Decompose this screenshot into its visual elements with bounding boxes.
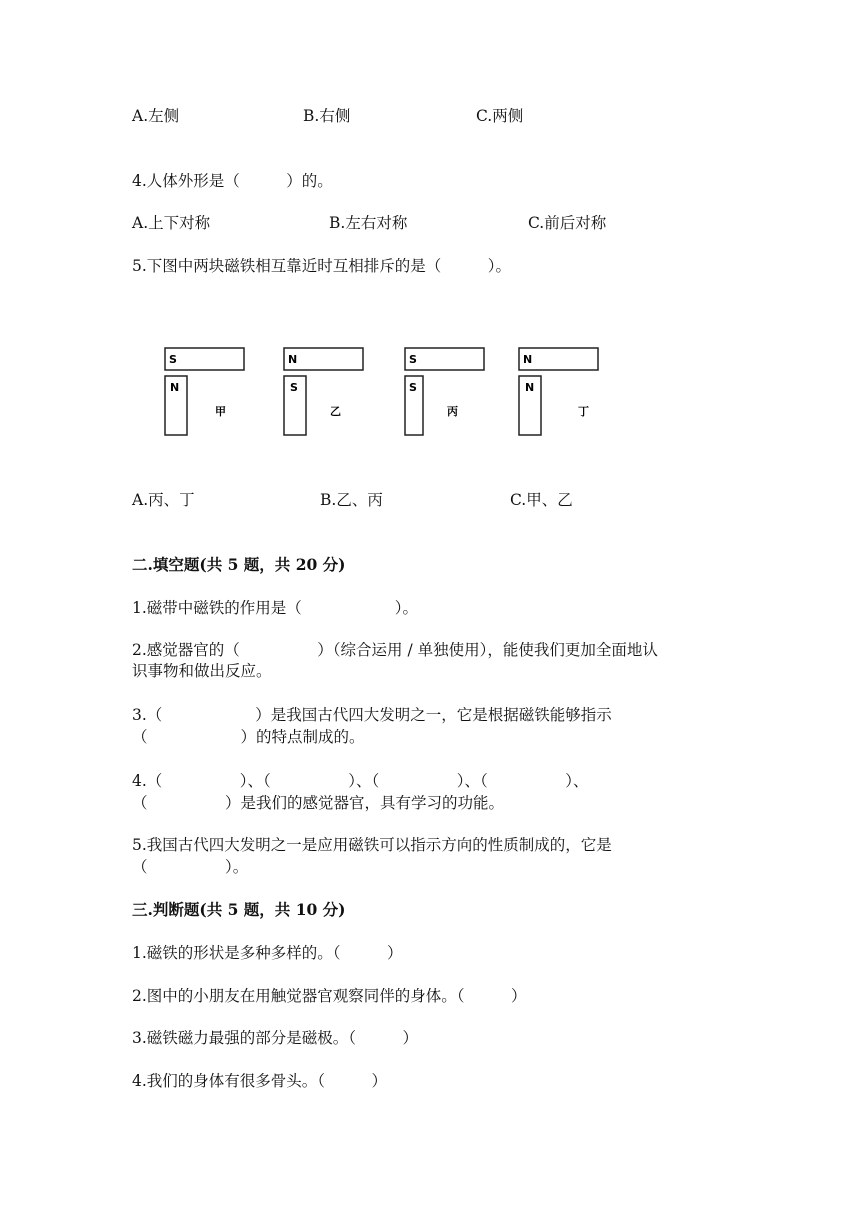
magnet-caption: 丙 [447,405,458,418]
magnet-caption: 乙 [330,405,341,418]
judge-item: 1.磁铁的形状是多种多样的。（ ） [132,944,403,962]
fill-item: 5.我国古代四大发明之一是应用磁铁可以指示方向的性质制成的，它是 [132,836,612,854]
magnet-figure [160,345,610,440]
magnet-pole-label: S [169,353,177,366]
q3-option-b: B.右侧 [303,107,351,125]
magnet-pair-ding [519,348,598,435]
magnet-pole-label: N [525,381,535,394]
q4-text: 4.人体外形是（ ）的。 [132,172,333,190]
fill-item: 识事物和做出反应。 [132,662,272,680]
magnet-pair-bing [405,348,484,435]
magnet-pair-yi [284,348,363,435]
section-3-title: 三.判断题(共 5 题，共 10 分) [132,900,346,919]
magnet-pole-label: N [170,381,180,394]
judge-item: 3.磁铁磁力最强的部分是磁极。（ ） [132,1029,419,1047]
magnet-pair-jia [165,348,244,435]
judge-item: 4.我们的身体有很多骨头。（ ） [132,1072,388,1090]
magnet-pole-label: S [290,381,298,394]
q4-option-c: C.前后对称 [528,214,607,232]
magnet-caption: 甲 [215,405,226,418]
fill-item: （ ）是我们的感觉器官，具有学习的功能。 [132,794,505,812]
magnet-pole-label: N [288,353,298,366]
magnet-pole-label: S [409,381,417,394]
magnet-pole-label: N [523,353,533,366]
q4-option-a: A.上下对称 [132,214,211,232]
judge-item: 2.图中的小朋友在用触觉器官观察同伴的身体。（ ） [132,987,527,1005]
q5-option-b: B.乙、丙 [320,491,383,509]
q3-option-a: A.左侧 [132,107,180,125]
q5-option-a: A.丙、丁 [132,491,195,509]
q3-option-c: C.两侧 [476,107,524,125]
q5-option-c: C.甲、乙 [510,491,573,509]
fill-item: （ ）的特点制成的。 [132,728,365,746]
fill-item: 1.磁带中磁铁的作用是（ ）。 [132,599,419,617]
fill-item: 2.感觉器官的（ ）（综合运用 / 单独使用），能使我们更加全面地认 [132,641,658,659]
fill-item: （ ）。 [132,858,249,876]
q5-text: 5.下图中两块磁铁相互靠近时互相排斥的是（ ）。 [132,257,512,275]
section-2-title: 二.填空题(共 5 题，共 20 分) [132,555,346,574]
fill-item: 3.（ ）是我国古代四大发明之一，它是根据磁铁能够指示 [132,706,612,724]
q4-option-b: B.左右对称 [329,214,408,232]
magnet-pole-label: S [409,353,417,366]
magnet-caption: 丁 [578,405,589,418]
fill-item: 4.（ ）、（ ）、（ ）、（ ）、 [132,772,589,790]
